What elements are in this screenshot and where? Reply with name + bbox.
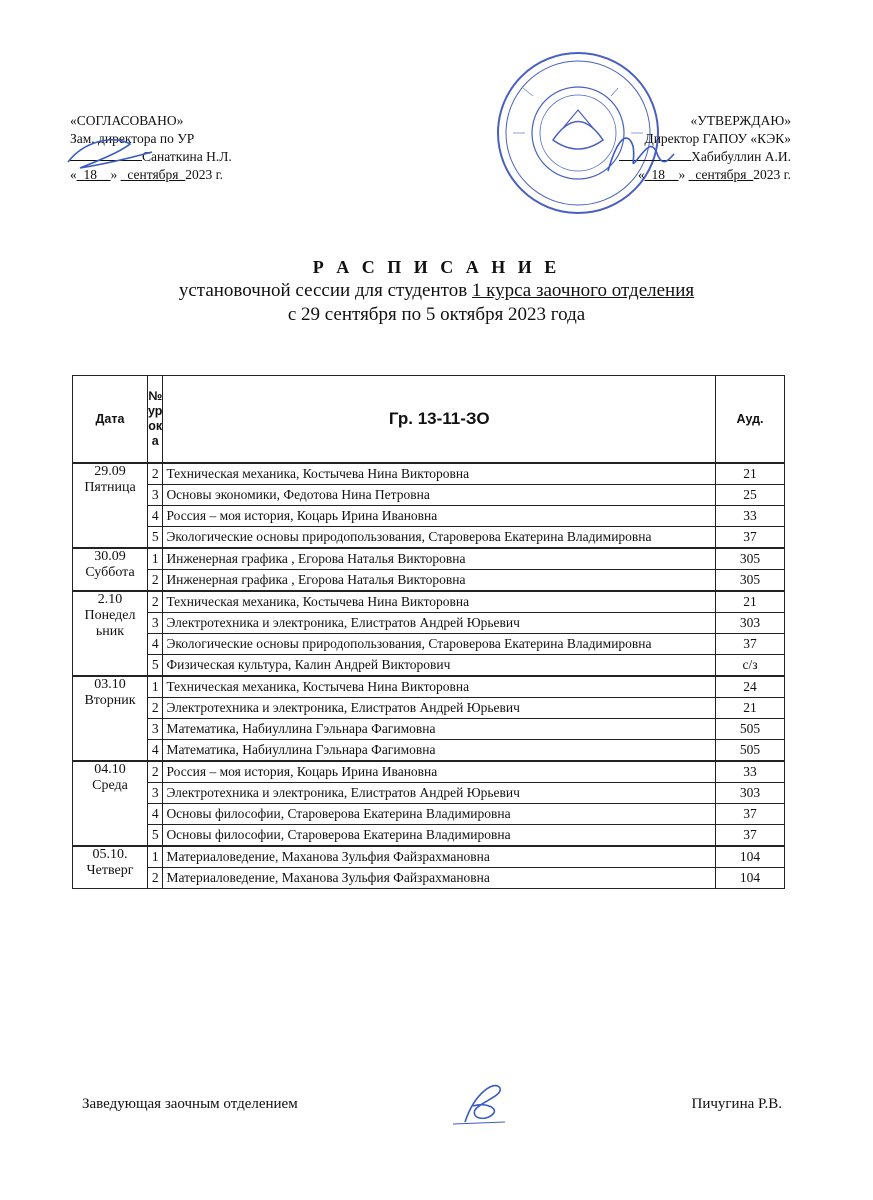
document-title: Р А С П И С А Н И Е [312, 257, 561, 277]
lesson-number: 5 [148, 527, 163, 549]
lesson-subject: Математика, Набиуллина Гэльнара Фагимовна [163, 740, 716, 762]
lesson-number: 4 [148, 804, 163, 825]
approval-right-name: Хабибуллин А.И. [691, 149, 791, 164]
day-cell [73, 846, 148, 889]
document-subtitle [0, 279, 873, 303]
lesson-number: 2 [148, 570, 163, 592]
lesson-number: 2 [148, 463, 163, 485]
day-cell [73, 591, 148, 676]
lesson-number: 4 [148, 740, 163, 762]
approval-left-position: Зам. директора по УР [70, 131, 195, 146]
lesson-room: 37 [716, 804, 785, 825]
table-row [73, 591, 785, 613]
lesson-room: 505 [716, 740, 785, 762]
day-weekday: Суббота [85, 565, 135, 580]
title-block [0, 255, 873, 327]
lesson-number: 1 [148, 676, 163, 698]
lesson-number: 5 [148, 825, 163, 847]
lesson-room: 104 [716, 846, 785, 868]
table-row [73, 846, 785, 868]
header-group: Гр. 13-11-ЗО [163, 376, 716, 464]
approval-right-month: сентября [695, 167, 747, 182]
lesson-subject: Электротехника и электроника, Елистратов Андрей Юрьевич [163, 783, 716, 804]
table-row [73, 825, 785, 847]
lesson-number: 4 [148, 634, 163, 655]
footer-name: Пичугина Р.В. [691, 1096, 782, 1112]
lesson-subject: Техническая механика, Костычева Нина Викторовна [163, 591, 716, 613]
day-weekday: Понедельник [84, 608, 136, 639]
lesson-number: 4 [148, 506, 163, 527]
lesson-number: 3 [148, 485, 163, 506]
lesson-number: 5 [148, 655, 163, 677]
approval-left-month: сентября [127, 167, 179, 182]
day-cell [73, 761, 148, 846]
table-row [73, 783, 785, 804]
lesson-subject: Техническая механика, Костычева Нина Викторовна [163, 676, 716, 698]
day-weekday: Среда [92, 778, 128, 793]
approval-right-day: 18 [651, 167, 665, 182]
lesson-room: 33 [716, 506, 785, 527]
lesson-room: 303 [716, 613, 785, 634]
table-row [73, 761, 785, 783]
table-row [73, 698, 785, 719]
table-row [73, 527, 785, 549]
header-date: Дата [73, 376, 148, 464]
lesson-subject: Россия – моя история, Коцарь Ирина Ивановна [163, 761, 716, 783]
schedule-table [72, 375, 785, 889]
lesson-subject: Основы экономики, Федотова Нина Петровна [163, 485, 716, 506]
subtitle-prefix: установочной сессии для студентов [178, 280, 472, 301]
lesson-room: 37 [716, 634, 785, 655]
approval-left-day: 18 [83, 167, 97, 182]
lesson-subject: Электротехника и электроника, Елистратов Андрей Юрьевич [163, 613, 716, 634]
lesson-subject: Инженерная графика , Егорова Наталья Викторовна [163, 570, 716, 592]
day-date: 2.10 [97, 592, 123, 607]
approval-left-name: Санаткина Н.Л. [142, 149, 232, 164]
lesson-room: 25 [716, 485, 785, 506]
table-row [73, 740, 785, 762]
lesson-subject: Основы философии, Староверова Екатерина Владимировна [163, 825, 716, 847]
table-row [73, 570, 785, 592]
lesson-subject: Экологические основы природопользования, Староверова Екатерина Владимировна [163, 527, 716, 549]
lesson-room: с/з [716, 655, 785, 677]
lesson-number: 2 [148, 591, 163, 613]
day-date: 03.10 [94, 677, 126, 692]
lesson-subject: Физическая культура, Калин Андрей Викторович [163, 655, 716, 677]
lesson-room: 21 [716, 698, 785, 719]
approval-right-year: 2023 г. [753, 167, 791, 182]
footer-role: Заведующая заочным отделением [82, 1096, 298, 1112]
table-row [73, 613, 785, 634]
day-date: 04.10 [94, 762, 126, 777]
lesson-subject: Материаловедение, Маханова Зульфия Файзрахмановна [163, 868, 716, 889]
day-date: 05.10. [92, 847, 128, 862]
approval-right-date: «_18__» _сентября_2023 г. [637, 167, 791, 182]
table-row [73, 463, 785, 485]
table-row [73, 634, 785, 655]
approval-left-title: «СОГЛАСОВАНО» [70, 113, 184, 128]
day-cell [73, 463, 148, 548]
lesson-number: 2 [148, 868, 163, 889]
lesson-number: 1 [148, 846, 163, 868]
lesson-room: 505 [716, 719, 785, 740]
lesson-subject: Математика, Набиуллина Гэльнара Фагимовна [163, 719, 716, 740]
schedule-body [73, 463, 785, 889]
lesson-subject: Техническая механика, Костычева Нина Викторовна [163, 463, 716, 485]
document-period: с 29 сентября по 5 октября 2023 года [287, 304, 586, 325]
table-row [73, 548, 785, 570]
right-signature-mark [598, 126, 678, 186]
day-weekday: Четверг [86, 863, 134, 878]
approval-right-position: Директор ГАПОУ «КЭК» [644, 131, 791, 146]
lesson-room: 104 [716, 868, 785, 889]
footer-signature-mark [445, 1072, 515, 1132]
lesson-room: 37 [716, 825, 785, 847]
lesson-subject: Россия – моя история, Коцарь Ирина Ивановна [163, 506, 716, 527]
approval-left-year: 2023 г. [185, 167, 224, 182]
lesson-number: 2 [148, 761, 163, 783]
table-row [73, 655, 785, 677]
day-cell [73, 676, 148, 761]
table-row [73, 868, 785, 889]
lesson-room: 24 [716, 676, 785, 698]
lesson-subject: Экологические основы природопользования, Староверова Екатерина Владимировна [163, 634, 716, 655]
day-weekday: Вторник [84, 693, 136, 708]
lesson-number: 3 [148, 613, 163, 634]
header-room: Ауд. [716, 376, 785, 464]
table-row [73, 506, 785, 527]
lesson-room: 37 [716, 527, 785, 549]
table-header-row [73, 376, 785, 464]
lesson-subject: Материаловедение, Маханова Зульфия Файзрахмановна [163, 846, 716, 868]
approval-left-date: «_18__» _сентября_2023 г. [70, 167, 224, 182]
lesson-room: 305 [716, 570, 785, 592]
lesson-subject: Электротехника и электроника, Елистратов Андрей Юрьевич [163, 698, 716, 719]
table-row [73, 485, 785, 506]
lesson-number: 2 [148, 698, 163, 719]
lesson-room: 21 [716, 463, 785, 485]
table-row [73, 804, 785, 825]
left-signature-mark [60, 130, 160, 180]
day-date: 29.09 [94, 464, 126, 479]
lesson-number: 3 [148, 783, 163, 804]
lesson-room: 305 [716, 548, 785, 570]
day-date: 30.09 [94, 549, 126, 564]
lesson-subject: Основы философии, Староверова Екатерина Владимировна [163, 804, 716, 825]
header-lesson-number: № ур ок а [148, 376, 163, 464]
lesson-room: 303 [716, 783, 785, 804]
approval-right-title: «УТВЕРЖДАЮ» [690, 113, 791, 128]
lesson-number: 3 [148, 719, 163, 740]
lesson-subject: Инженерная графика , Егорова Наталья Викторовна [163, 548, 716, 570]
subtitle-course: 1 курса заочного отделения [471, 280, 695, 301]
lesson-room: 21 [716, 591, 785, 613]
lesson-room: 33 [716, 761, 785, 783]
day-cell [73, 548, 148, 591]
table-row [73, 719, 785, 740]
day-weekday: Пятница [84, 480, 136, 495]
lesson-number: 1 [148, 548, 163, 570]
table-row [73, 676, 785, 698]
